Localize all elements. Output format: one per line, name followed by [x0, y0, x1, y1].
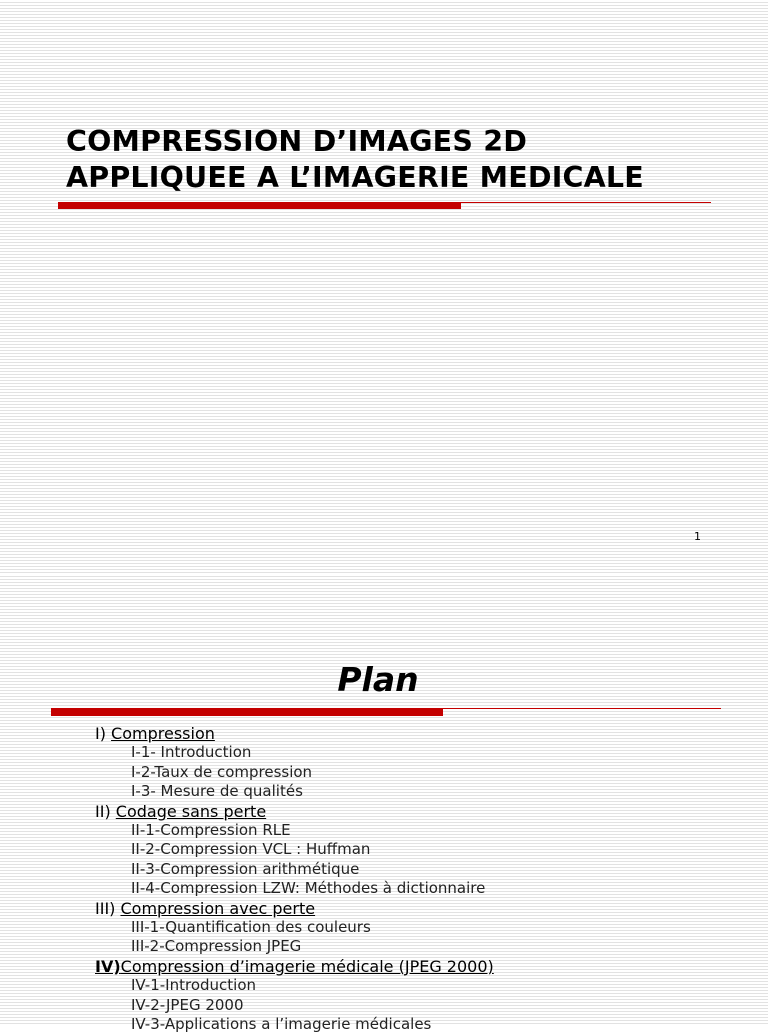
list-item: II-1-Compression RLE	[131, 821, 291, 840]
list-item: IV-2-JPEG 2000	[131, 995, 244, 1014]
list-item: II-4-Compression LZW: Méthodes à dictionnaire	[131, 879, 486, 898]
list-item: IV-3-Applications a l’imagerie médicales	[131, 1015, 432, 1034]
list-item: I-1- Introduction	[131, 743, 252, 762]
section-heading	[95, 802, 494, 821]
section-title-link[interactable]: Codage sans perte	[115, 801, 267, 821]
plan-underline-thin	[443, 708, 721, 709]
slide-1-title	[66, 124, 644, 196]
title-line-2: APPLIQUEE A L’IMAGERIE MEDICALE	[66, 161, 644, 194]
section-number: II)	[95, 801, 116, 821]
list-item: II-3-Compression arithmétique	[131, 859, 360, 878]
list-item: III-2-Compression JPEG	[131, 937, 302, 956]
plan-underline-thick	[51, 708, 443, 716]
title-underline-thin	[461, 202, 711, 203]
section-title-link[interactable]: Compression	[111, 724, 215, 743]
list-item: IV-1-Introduction	[131, 976, 257, 995]
list-item: I-3- Mesure de qualités	[131, 782, 303, 801]
section-heading	[95, 957, 494, 976]
plan-title: Plan	[337, 660, 419, 699]
section-number: III)	[95, 898, 121, 918]
plan-list	[95, 724, 494, 1035]
list-item: I-2-Taux de compression	[131, 762, 313, 781]
section-title-link[interactable]: Compression d’imagerie médicale (JPEG 2000)	[120, 956, 494, 976]
list-item: II-2-Compression VCL : Huffman	[131, 840, 371, 859]
title-underline-thick	[58, 202, 461, 209]
page-number: 1	[694, 530, 701, 543]
section-heading	[95, 724, 494, 743]
section-number: I)	[95, 724, 112, 743]
section-title-link[interactable]: Compression avec perte	[120, 898, 316, 918]
title-line-1: COMPRESSION D’IMAGES 2D	[66, 125, 528, 158]
section-heading	[95, 899, 494, 918]
slide-2	[0, 574, 768, 1034]
section-number: IV)	[95, 956, 121, 976]
list-item: III-1-Quantification des couleurs	[131, 918, 371, 937]
